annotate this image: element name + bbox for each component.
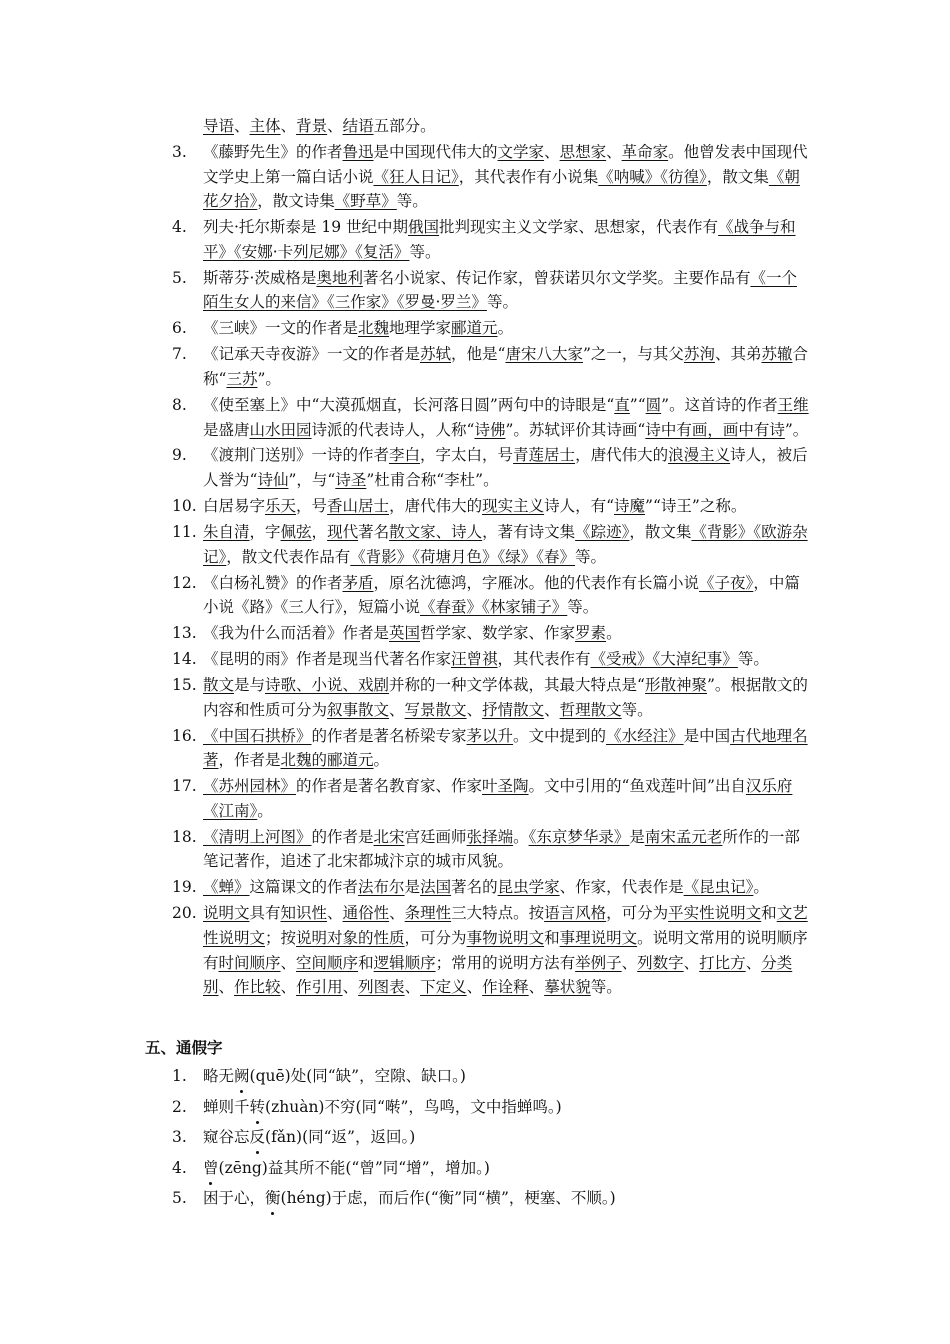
underlined-answer: 《踪迹》 (575, 522, 630, 541)
item-text (203, 342, 812, 391)
text-segment: 斯蒂芬·茨威格是 (203, 268, 317, 287)
text-segment: ；按 (265, 928, 297, 947)
tongjiazi-item (172, 1064, 812, 1088)
underlined-answer: 圆 (645, 395, 662, 414)
text-segment: 。 (373, 751, 390, 770)
item-number: 19. (172, 878, 197, 897)
text-segment: ，中篇小说《路》《三人行》，短篇小说 (203, 573, 800, 617)
text-segment: 困于心， (203, 1189, 266, 1207)
text-segment: ，号 (296, 497, 328, 516)
item-number: 9. (172, 446, 187, 465)
text-segment: ，散文集 (706, 167, 769, 186)
text-segment: ”之一，与其父 (582, 345, 684, 364)
text-segment: (zēng)益其所不能(“曾”同“增”，增加。) (218, 1158, 490, 1177)
underlined-answer: 《苏州园林》 (203, 777, 297, 796)
text-segment: 、 (404, 978, 421, 997)
text-segment: ， (311, 522, 328, 541)
text-segment: ”。苏轼评价其诗画“ (505, 420, 646, 439)
text-segment: 。 (513, 827, 529, 846)
item-number: 18. (172, 827, 197, 846)
text-segment: ，他是“ (451, 345, 506, 364)
text-segment: ，著有诗文集 (482, 522, 576, 541)
underlined-answer: 结语 (342, 117, 374, 135)
underlined-answer: 叶圣陶 (482, 777, 529, 796)
dotted-character: 反 (250, 1125, 266, 1149)
text-segment: 等。 (409, 242, 441, 261)
underlined-answer: 俄国 (408, 218, 440, 237)
text-segment: 和 (544, 928, 560, 947)
text-segment: 三大特点。按 (451, 904, 545, 923)
underlined-answer: 《朝花夕拾》 (203, 167, 800, 211)
text-segment: 《我为什么而活着》作者是 (203, 624, 390, 643)
text-segment: 、 (389, 904, 405, 923)
text-segment: 。 (257, 801, 273, 820)
item-number: 2. (172, 1097, 187, 1116)
underlined-answer: 茅以升 (466, 726, 514, 745)
text-segment: 白居易字 (203, 497, 266, 516)
text-segment: 著名 (358, 522, 390, 541)
text-segment: 诗派的代表诗人，人称“ (311, 420, 475, 439)
text-segment: 。文中引用的“鱼戏莲叶间”出自 (528, 777, 746, 796)
text-segment: ，字太白，号 (420, 446, 514, 465)
text-segment: 。文中提到的 (513, 726, 607, 745)
underlined-answer: 山水田园 (249, 420, 312, 439)
underlined-answer: 苏洵 (683, 345, 715, 364)
item-number: 5. (172, 1189, 187, 1207)
underlined-answer: 文学家 (497, 142, 545, 161)
underlined-answer: 唐宋八大家 (505, 345, 583, 364)
underlined-answer: 《东京梦华录》 (528, 827, 630, 846)
text-segment: ，原名沈德鸿，字雁冰。他的代表作有长篇小说 (373, 573, 700, 592)
item-number: 5. (172, 268, 187, 287)
item-text (203, 443, 812, 492)
list-item (172, 520, 812, 569)
underlined-answer: 苏轼 (420, 345, 452, 364)
text-segment: 诗人，有“ (544, 497, 615, 516)
item-text (203, 571, 812, 620)
item-text (203, 520, 812, 569)
text-segment: 地理学家 (389, 319, 452, 338)
text-segment: ”“诗王”之称。 (645, 497, 747, 516)
text-segment: 。 (497, 319, 514, 338)
text-segment: ”。这首诗的作者 (661, 395, 778, 414)
text-segment: 。 (753, 878, 769, 897)
underlined-answer: 逻辑顺序 (373, 953, 436, 972)
item-text (203, 1095, 812, 1119)
list-item (172, 443, 812, 492)
text-segment: ，散文诗集 (257, 192, 335, 211)
text-segment: 。他曾发表中国现代文学史上第一篇白话小说 (203, 142, 808, 186)
text-segment: ，其代表作有小说集 (458, 167, 599, 186)
item-text (203, 901, 812, 1000)
item-text (203, 114, 812, 139)
underlined-answer: 语言风格 (544, 904, 607, 923)
text-segment: ”。根据散文的内容和性质可分为 (203, 675, 808, 719)
underlined-answer: 汉乐府《江南》 (203, 777, 793, 820)
underlined-answer: 北宋 (373, 827, 405, 846)
list-item (172, 494, 812, 519)
text-segment: ”，与“ (288, 471, 336, 490)
item-text (203, 1125, 812, 1149)
underlined-answer: 导语 (203, 117, 235, 135)
underlined-answer: 写景散文 (404, 700, 467, 719)
underlined-answer: 分类别 (203, 953, 793, 997)
underlined-answer: 李白 (389, 446, 421, 465)
text-segment: 诗人，被后人誉为“ (203, 446, 808, 490)
text-segment: 窥谷忘 (203, 1128, 250, 1146)
text-segment: 哲学家、数学家、作家 (420, 624, 576, 643)
text-segment: 是中国现代伟大的 (373, 142, 498, 161)
underlined-answer: 《野草》 (334, 192, 397, 211)
item-text (203, 1186, 812, 1210)
text-segment: 是 (629, 827, 645, 846)
list-item (172, 825, 812, 874)
list-item (172, 724, 812, 773)
text-segment: 和 (761, 904, 777, 923)
underlined-answer: 法国 (420, 878, 452, 897)
item-text (203, 825, 812, 874)
underlined-answer: 汪曾祺 (451, 650, 498, 669)
text-segment: 这篇课文的作者 (249, 878, 359, 897)
text-segment: (quē)处(同“缺”，空隙、缺口。) (249, 1067, 466, 1085)
list-item (172, 393, 812, 442)
text-segment: ，字 (249, 522, 281, 541)
underlined-answer: 张择端 (466, 827, 514, 846)
underlined-answer: 郦道元 (451, 319, 498, 338)
underlined-answer: 昆虫学家 (497, 878, 560, 897)
text-segment: 的作者是 (311, 827, 374, 846)
item-number: 6. (172, 319, 187, 338)
item-number: 4. (172, 1158, 187, 1177)
text-segment: 等。 (396, 192, 428, 211)
text-segment: 等。 (737, 650, 769, 669)
underlined-answer: 通俗性 (342, 904, 390, 923)
underlined-answer: 英国 (389, 624, 421, 643)
item-number: 11. (172, 522, 197, 541)
text-segment: 合称“ (203, 345, 808, 388)
text-segment: 宫廷画师 (404, 827, 467, 846)
text-segment: 批判现实主义文学家、思想家，代表作有 (439, 218, 719, 237)
item-number: 17. (172, 777, 197, 796)
underlined-answer: 《背影》《欧游杂记》 (203, 522, 808, 566)
dotted-character: 曾 (203, 1156, 219, 1180)
underlined-answer: 三苏 (226, 369, 258, 388)
text-segment: 、 (466, 978, 483, 997)
text-segment: 等。 (575, 547, 607, 566)
list-item (172, 621, 812, 646)
item-text (203, 621, 812, 646)
underlined-answer: 青莲居士 (513, 446, 576, 465)
underlined-answer: 打比方 (699, 953, 746, 972)
underlined-answer: 哲理散文 (559, 700, 622, 719)
text-segment: 、 (280, 953, 297, 972)
text-segment: 等。 (590, 978, 622, 997)
item-text (203, 647, 812, 672)
text-segment: 、作家，代表作是 (559, 878, 684, 897)
item-text (203, 215, 812, 264)
underlined-answer: 《狂人日记》 (373, 167, 459, 186)
text-segment: ，可分为 (404, 928, 467, 947)
text-segment: 、 (218, 978, 235, 997)
text-segment: 、 (745, 953, 762, 972)
text-segment: 、 (466, 700, 483, 719)
text-segment: 、 (234, 117, 250, 135)
text-segment: 。 (606, 624, 622, 643)
text-segment: 并称的一种文学体裁，其最大特点是“ (389, 675, 645, 694)
tongjiazi-item (172, 1186, 812, 1210)
text-segment: ”。 (784, 420, 809, 439)
text-segment: 和 (358, 953, 374, 972)
underlined-answer: 现实主义 (482, 497, 545, 516)
underlined-answer: 鲁迅 (342, 142, 374, 161)
tongjiazi-item (172, 1156, 812, 1180)
underlined-answer: 诗佛 (474, 420, 506, 439)
item-text (203, 393, 812, 442)
underlined-answer: 事理说明文 (559, 928, 638, 947)
text-segment: 列夫·托尔斯泰是 19 世纪中期 (203, 218, 409, 237)
dotted-character: 衡 (265, 1186, 281, 1210)
underlined-answer: 《中国石拱桥》 (203, 726, 312, 745)
literature-notes-list (172, 114, 812, 1001)
underlined-answer: 直 (614, 395, 630, 414)
underlined-answer: 古代地理名著 (203, 726, 808, 770)
text-segment: 等。 (621, 700, 653, 719)
underlined-answer: 形散神聚 (644, 675, 707, 694)
underlined-answer: 《子夜》 (699, 573, 754, 592)
text-segment: 《三峡》一文的作者是 (203, 319, 359, 338)
underlined-answer: 《昆虫记》 (683, 878, 754, 897)
text-segment: 的作者是著名教育家、作家 (296, 777, 483, 796)
section-title-tongjiazi: 五、通假字 (145, 1039, 223, 1057)
list-item (172, 342, 812, 391)
underlined-answer: 《战争与和平》《安娜·卡列尼娜》《复活》 (203, 218, 796, 261)
underlined-answer: 北魏的郦道元 (280, 751, 374, 770)
list-item (172, 673, 812, 722)
underlined-answer: 罗素 (575, 624, 607, 643)
text-segment: 、 (606, 142, 622, 161)
underlined-answer: 空间顺序 (296, 953, 359, 972)
text-segment: ”。 (257, 369, 281, 388)
text-segment: 具有 (249, 904, 281, 923)
dotted-character: 阙 (234, 1064, 250, 1088)
underlined-answer: 举例子 (575, 953, 622, 972)
underlined-answer: 《蝉》 (203, 878, 250, 897)
text-segment: 《使至塞上》中“大漠孤烟直，长河落日圆”两句中的诗眼是“ (203, 395, 615, 414)
underlined-answer: 说明对象的性质 (296, 928, 405, 947)
text-segment: ，散文代表作品有 (226, 547, 351, 566)
text-segment: 、 (280, 978, 297, 997)
item-text (203, 316, 812, 341)
underlined-answer: 诗仙 (257, 471, 289, 490)
underlined-answer: 《春蚕》《林家铺子》 (420, 598, 568, 617)
list-item (172, 571, 812, 620)
item-text (203, 140, 812, 214)
text-segment: ；常用的说明方法有 (435, 953, 576, 972)
item-number: 3. (172, 1128, 187, 1146)
underlined-answer: 诗圣 (335, 471, 367, 490)
list-item (172, 215, 812, 264)
tongjiazi-item (172, 1095, 812, 1119)
text-segment: 、 (528, 978, 545, 997)
item-number: 13. (172, 624, 197, 643)
list-item (172, 266, 812, 315)
underlined-answer: 思想家 (559, 142, 607, 161)
item-text (203, 673, 812, 722)
underlined-answer: 下定义 (420, 978, 467, 997)
underlined-answer: 事物说明文 (466, 928, 545, 947)
text-segment: 是中国 (683, 726, 731, 745)
underlined-answer: 条理性 (404, 904, 452, 923)
underlined-answer: 叙事散文 (327, 700, 390, 719)
text-segment: ，作者是 (218, 751, 281, 770)
text-segment: 、 (389, 700, 405, 719)
text-segment: ，散文集 (629, 522, 692, 541)
list-item (172, 774, 812, 823)
item-number: 12. (172, 573, 197, 592)
underlined-answer: 浪漫主义 (668, 446, 731, 465)
text-segment: 是盛唐 (203, 420, 250, 439)
underlined-answer: 佩弦 (280, 522, 312, 541)
list-item (172, 140, 812, 214)
underlined-answer: 香山居士 (327, 497, 390, 516)
underlined-answer: 摹状貌 (544, 978, 591, 997)
item-number: 14. (172, 650, 197, 669)
item-number: 4. (172, 218, 187, 237)
underlined-answer: 《背影》《荷塘月色》《绿》《春》 (350, 547, 576, 566)
text-segment: 是 (404, 878, 421, 897)
dotted-character: 转 (250, 1095, 266, 1119)
text-segment: 等。 (567, 598, 599, 617)
underlined-answer: 列数字 (637, 953, 684, 972)
underlined-answer: 文艺性说明文 (203, 904, 808, 947)
item-text (203, 1064, 812, 1088)
text-segment: (héng)于虑，而后作(“衡”同“横”，梗塞、不顺。) (280, 1189, 616, 1207)
underlined-answer: 奥地利 (316, 268, 363, 287)
text-segment: ，唐代伟大的 (389, 497, 483, 516)
item-number: 8. (172, 395, 187, 414)
underlined-answer: 现代 (327, 522, 359, 541)
underlined-answer: 朱自清 (203, 522, 250, 541)
underlined-answer: 作比较 (234, 978, 281, 997)
text-segment: 是与 (234, 675, 266, 694)
underlined-answer: 作引用 (296, 978, 343, 997)
underlined-answer: 茅盾 (342, 573, 374, 592)
text-segment: 著名的 (451, 878, 498, 897)
underlined-answer: 《受戒》《大淖纪事》 (590, 650, 738, 669)
underlined-answer: 《水经注》 (606, 726, 684, 745)
item-number: 16. (172, 726, 197, 745)
underlined-answer: 散文 (203, 675, 235, 694)
text-segment: 。说明文常用的说明顺序有 (203, 928, 808, 972)
item-number: 1. (172, 1067, 187, 1085)
text-segment: ”“ (629, 395, 646, 414)
underlined-answer: 背景 (296, 117, 328, 135)
underlined-answer: 诗中有画，画中有诗 (645, 420, 785, 439)
list-item (172, 114, 812, 139)
text-segment: 蝉则千 (203, 1097, 250, 1116)
item-text (203, 1156, 812, 1180)
text-segment: ，其代表作有 (497, 650, 591, 669)
text-segment: 五部分。 (373, 117, 436, 135)
tongjiazi-item (172, 1125, 812, 1149)
list-item (172, 875, 812, 900)
item-text (203, 266, 812, 315)
text-segment: 《昆明的雨》作者是现当代著名作家 (203, 650, 452, 669)
text-segment: 、 (621, 953, 638, 972)
item-text (203, 774, 812, 823)
underlined-answer: 抒情散文 (482, 700, 545, 719)
underlined-answer: 南宋孟元老 (644, 827, 723, 846)
item-number: 10. (172, 497, 197, 516)
item-number: 15. (172, 675, 197, 694)
list-item (172, 316, 812, 341)
text-segment: 等。 (486, 293, 518, 312)
text-segment: ，唐代伟大的 (575, 446, 669, 465)
underlined-answer: 王维 (777, 395, 809, 414)
text-segment: ，可分为 (606, 904, 669, 923)
underlined-answer: 北魏 (358, 319, 390, 338)
text-segment: 、 (342, 978, 359, 997)
text-segment: 《藤野先生》的作者 (203, 142, 343, 161)
underlined-answer: 诗歌、小说、戏剧 (265, 675, 390, 694)
underlined-answer: 革命家 (621, 142, 669, 161)
underlined-answer: 诗魔 (614, 497, 646, 516)
text-segment: 、 (327, 904, 343, 923)
list-item (172, 901, 812, 1000)
text-segment: 、 (683, 953, 700, 972)
text-segment: 所作的一部笔记著作，追述了北宋都城汴京的城市风貌。 (203, 827, 800, 871)
text-segment: 、 (327, 117, 343, 135)
text-segment: 、 (280, 117, 297, 135)
item-text (203, 875, 812, 900)
text-segment: (zhuàn)不穷(同“啭”，鸟鸣，文中指蝉鸣。) (265, 1097, 562, 1116)
underlined-answer: 平实性说明文 (668, 904, 762, 923)
underlined-answer: 《一个陌生女人的来信》《三作家》《罗曼·罗兰》 (203, 268, 797, 312)
underlined-answer: 《呐喊》《彷徨》 (598, 167, 707, 186)
item-text (203, 494, 812, 519)
text-segment: 《渡荆门送别》一诗的作者 (203, 446, 390, 465)
underlined-answer: 知识性 (280, 904, 328, 923)
item-number: 20. (172, 904, 197, 923)
list-item (172, 647, 812, 672)
item-number: 3. (172, 142, 187, 161)
text-segment: 、 (544, 142, 560, 161)
text-segment: 、 (544, 700, 560, 719)
underlined-answer: 列图表 (358, 978, 405, 997)
item-number: 7. (172, 345, 187, 364)
text-segment: 著名小说家、传记作家，曾获诺贝尔文学奖。主要作品有 (362, 268, 751, 287)
underlined-answer: 主体 (249, 117, 281, 135)
underlined-answer: 时间顺序 (218, 953, 281, 972)
text-segment: ”杜甫合称“李杜”。 (366, 471, 499, 490)
text-segment: 《白杨礼赞》的作者 (203, 573, 343, 592)
underlined-answer: 散文家、诗人 (389, 522, 483, 541)
underlined-answer: 说明文 (203, 904, 250, 923)
text-segment: (fǎn)(同“返”，返回。) (265, 1128, 416, 1146)
text-segment: 《记承天寺夜游》一文的作者是 (203, 345, 421, 364)
tongjiazi-list (172, 1064, 812, 1217)
underlined-answer: 苏辙 (761, 345, 793, 364)
underlined-answer: 乐天 (265, 497, 297, 516)
underlined-answer: 作诠释 (482, 978, 529, 997)
text-segment: 的作者是著名桥梁专家 (311, 726, 467, 745)
item-text (203, 724, 812, 773)
underlined-answer: 法布尔 (358, 878, 405, 897)
text-segment: 略无 (203, 1067, 235, 1085)
text-segment: 、其弟 (714, 345, 762, 364)
underlined-answer: 《清明上河图》 (203, 827, 312, 846)
